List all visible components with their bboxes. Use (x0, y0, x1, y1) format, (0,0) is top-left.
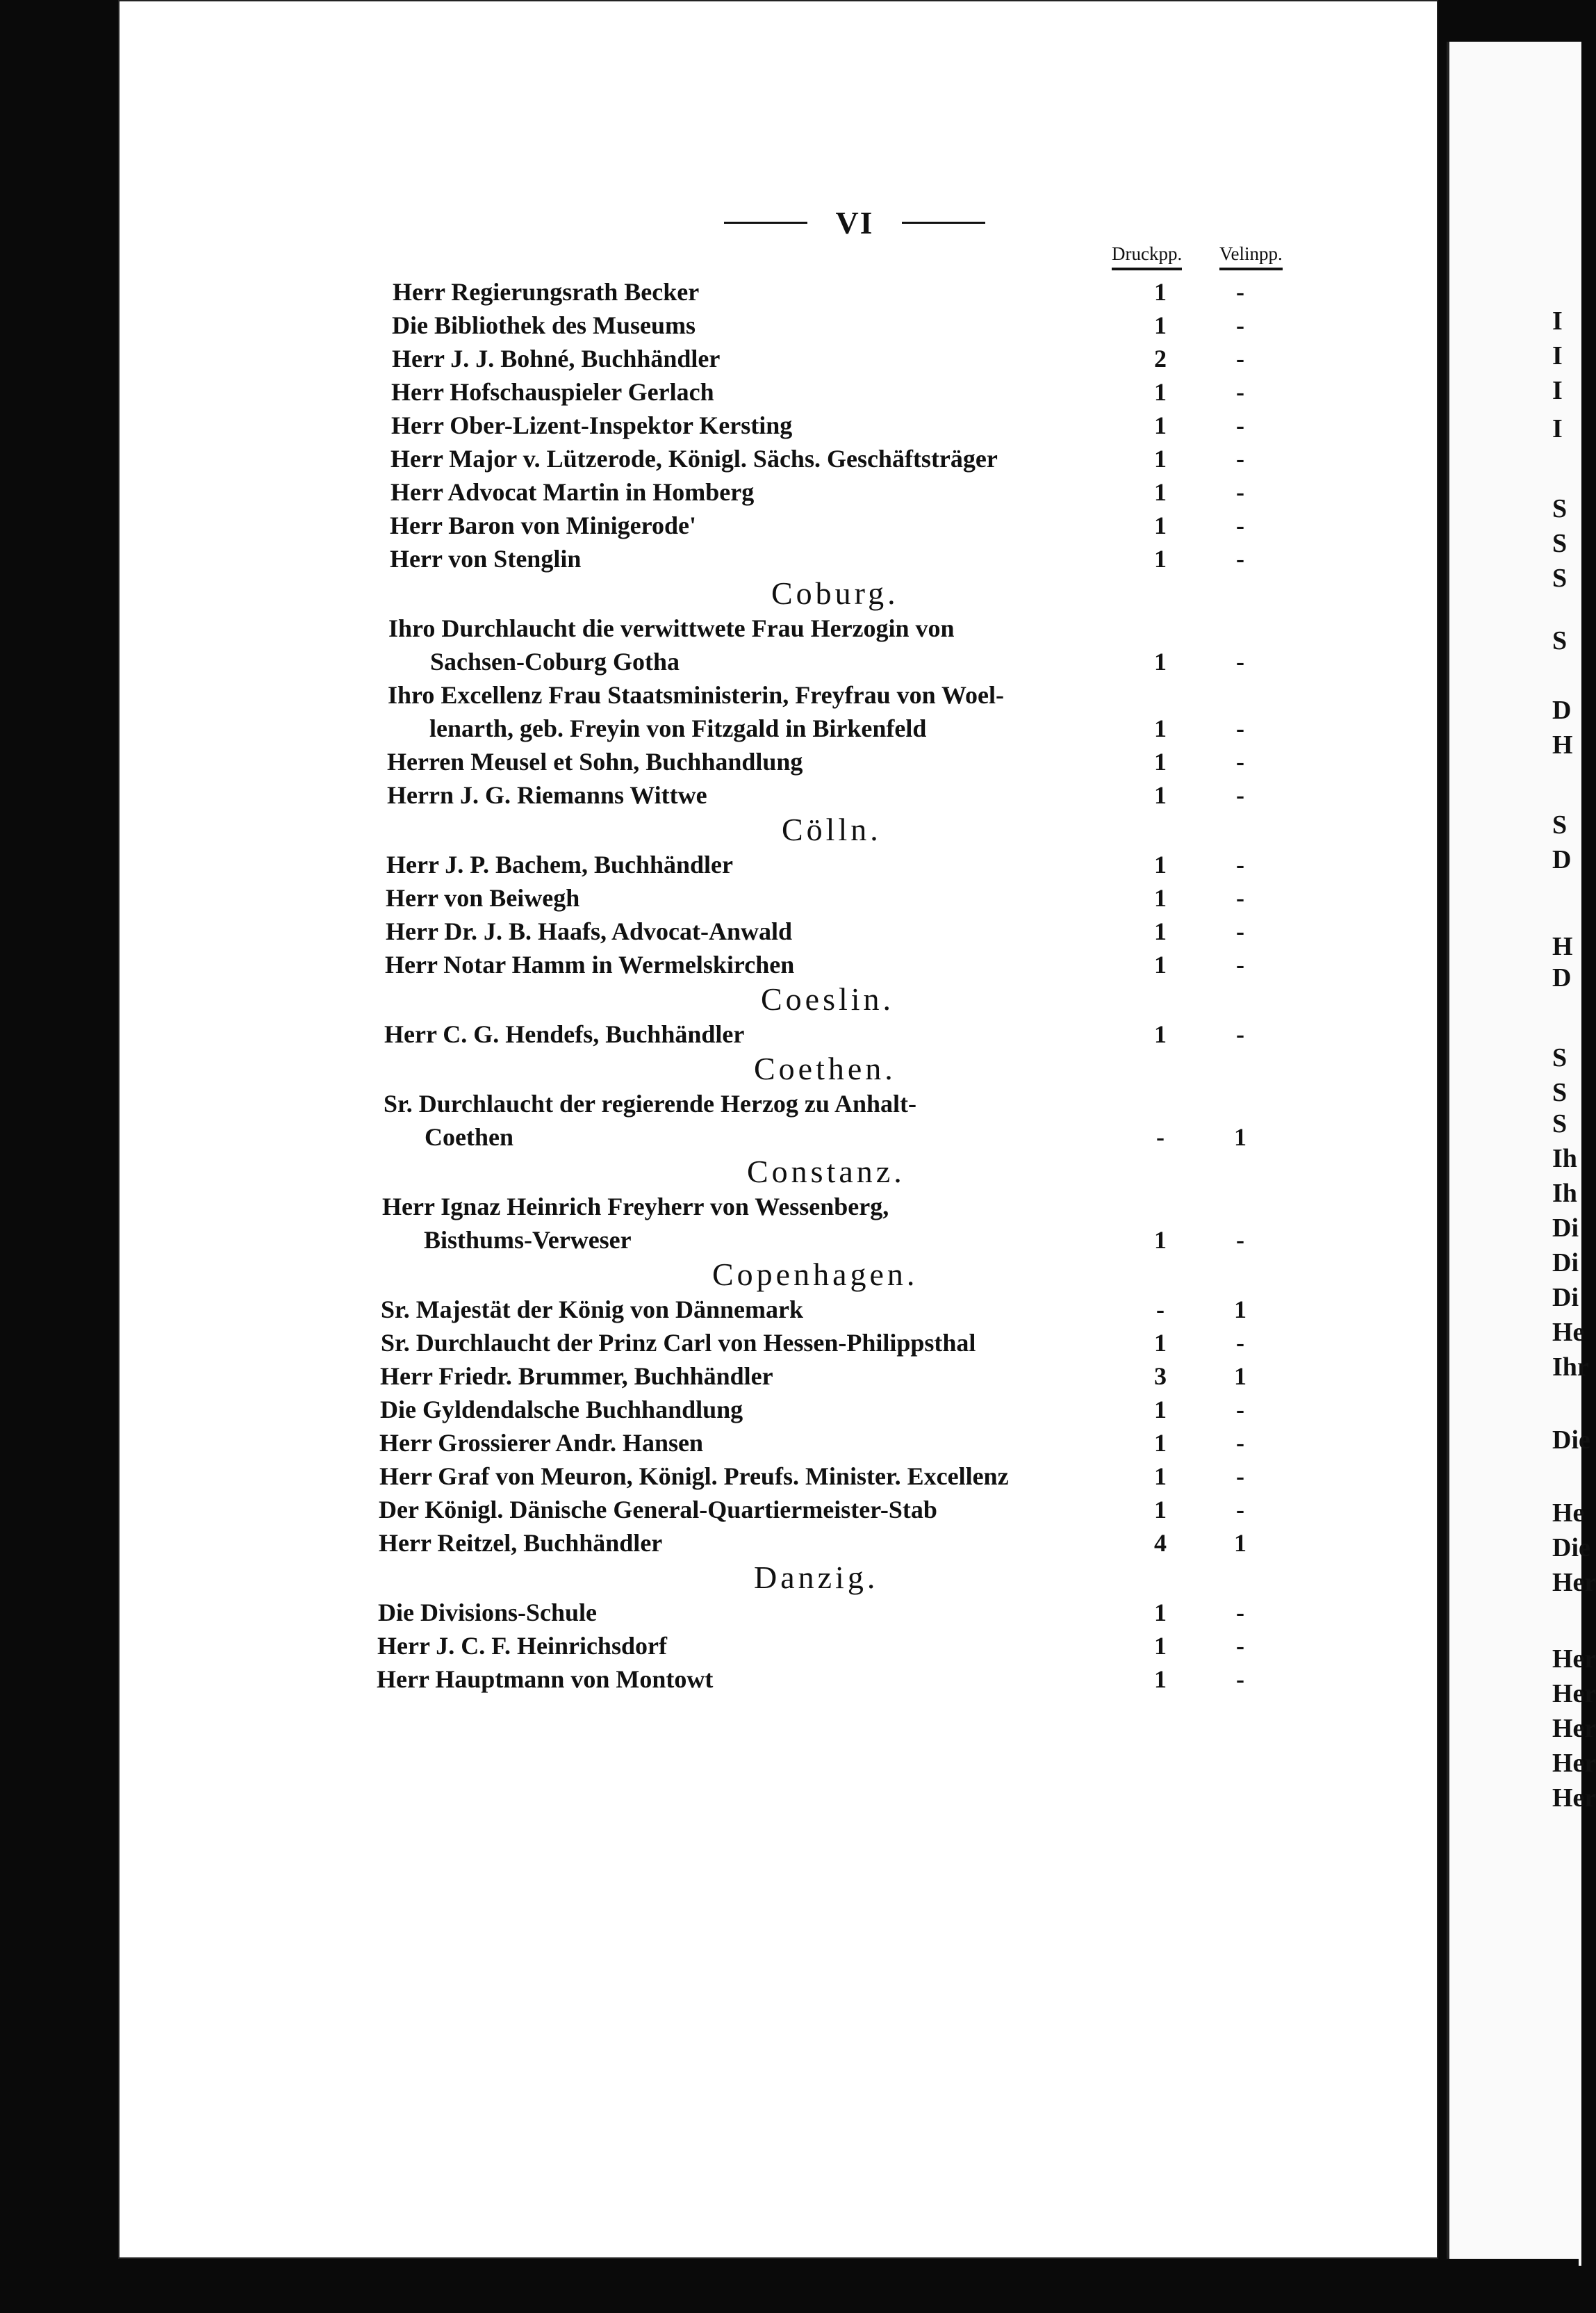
subscriber-name: Herren Meusel et Sohn, Buchhandlung (387, 748, 803, 776)
header-rule-left (724, 222, 807, 224)
subscriber-name: Herr Friedr. Brummer, Buchhändler (380, 1362, 773, 1390)
subscriber-row (0, 915, 1579, 948)
city-heading (0, 1257, 1579, 1293)
velin-count: - (1236, 1496, 1244, 1523)
druck-count: - (1156, 1296, 1165, 1323)
velin-count: - (1236, 917, 1244, 945)
druck-count: 1 (1154, 884, 1167, 912)
subscriber-name: Herr Notar Hamm in Wermelskirchen (385, 951, 795, 979)
druck-count: 1 (1154, 851, 1167, 878)
velin-count: - (1236, 951, 1244, 979)
subscriber-row (0, 375, 1579, 409)
facing-page-fragment: Her (1552, 1714, 1596, 1743)
subscriber-row (0, 1190, 1579, 1223)
facing-page-fragment: Die (1552, 1425, 1590, 1455)
velin-count: - (1236, 1599, 1244, 1626)
city-heading (0, 812, 1579, 848)
druck-count: 1 (1154, 278, 1167, 306)
subscriber-name: Herr J. J. Bohné, Buchhändler (392, 345, 721, 373)
velin-count: 1 (1234, 1362, 1247, 1390)
velin-count: - (1236, 1462, 1244, 1490)
velin-count: - (1236, 714, 1244, 742)
velin-count: - (1236, 411, 1244, 439)
velin-count: 1 (1234, 1529, 1247, 1557)
facing-page-fragment: I (1552, 341, 1563, 370)
subscriber-row (0, 1120, 1579, 1154)
facing-page-fragment: Her (1552, 1783, 1596, 1813)
facing-page-fragment: D (1552, 696, 1572, 725)
subscriber-name: Die Divisions-Schule (378, 1599, 598, 1626)
facing-page-fragment: H (1552, 730, 1573, 760)
facing-page-fragment: Die (1552, 1533, 1590, 1562)
subscriber-row (0, 1596, 1579, 1629)
facing-page-fragment: S (1552, 494, 1568, 523)
column-headers (1112, 243, 1320, 278)
subscriber-row (0, 1017, 1579, 1051)
facing-page-fragment: Di (1552, 1213, 1579, 1243)
velin-count: - (1236, 1329, 1244, 1357)
facing-page-fragment: Di (1552, 1248, 1579, 1277)
facing-page-fragment: Ih (1552, 1144, 1577, 1173)
city-heading-text: Copenhagen. (712, 1257, 919, 1292)
facing-page-fragment: H (1552, 932, 1573, 961)
subscriber-name: Herr Dr. J. B. Haafs, Advocat-Anwald (386, 917, 792, 945)
druck-count: 3 (1154, 1362, 1167, 1390)
facing-page-fragment: S (1552, 1078, 1568, 1107)
subscriber-row (0, 342, 1579, 375)
city-heading-text: Coburg. (771, 575, 899, 611)
velin-count: - (1236, 278, 1244, 306)
druck-count: 1 (1154, 1226, 1167, 1254)
scan-border (0, 2259, 1579, 2313)
velin-count: - (1236, 648, 1244, 676)
facing-page-fragment: D (1552, 845, 1572, 874)
subscriber-name: Herr von Beiwegh (386, 884, 580, 912)
facing-page-fragment: Her (1552, 1679, 1596, 1708)
velin-count: - (1236, 884, 1244, 912)
subscriber-name: Herr Major v. Lützerode, Königl. Sächs. Geschäftsträger (390, 445, 998, 473)
city-heading (0, 1051, 1579, 1087)
velin-count: - (1236, 345, 1244, 373)
subscriber-name: Herr Ober-Lizent-Inspektor Kersting (391, 411, 793, 439)
subscriber-name: Herr Ignaz Heinrich Freyherr von Wessenberg, (382, 1193, 889, 1220)
subscriber-name: Herr Graf von Meuron, Königl. Preufs. Minister. Excellenz (379, 1462, 1009, 1490)
facing-page-fragment: I (1552, 376, 1563, 405)
subscriber-name: Bisthums-Verweser (424, 1226, 632, 1254)
subscriber-name: Sr. Durchlaucht der regierende Herzog zu Anhalt- (384, 1090, 916, 1118)
velin-count: - (1236, 512, 1244, 539)
facing-page-fragment: He (1552, 1318, 1585, 1347)
subscriber-name: Herr J. P. Bachem, Buchhändler (386, 851, 734, 878)
druck-count: 1 (1154, 311, 1167, 339)
velin-count: - (1236, 1226, 1244, 1254)
velin-count: - (1236, 851, 1244, 878)
subscriber-name: Herr Hauptmann von Montowt (377, 1665, 714, 1693)
subscriber-row (0, 1087, 1579, 1120)
facing-page-fragment: S (1552, 529, 1568, 558)
subscriber-row (0, 1526, 1579, 1560)
subscriber-name: Ihro Durchlaucht die verwittwete Frau Herzogin von (388, 614, 955, 642)
subscriber-name: Herr Hofschauspieler Gerlach (391, 378, 714, 406)
facing-page-fragment: S (1552, 626, 1568, 655)
city-heading (0, 981, 1579, 1017)
velin-count: - (1236, 1429, 1244, 1457)
druck-count: 1 (1154, 1429, 1167, 1457)
subscriber-row (0, 778, 1579, 812)
subscriber-row (0, 745, 1579, 778)
subscriber-row (0, 612, 1579, 645)
subscriber-row (0, 275, 1579, 309)
column-header-druck: Druckpp. (1112, 243, 1182, 270)
subscriber-name: Herr Reitzel, Buchhändler (379, 1529, 663, 1557)
druck-count: 1 (1154, 545, 1167, 573)
subscriber-row (0, 442, 1579, 475)
velin-count: - (1236, 478, 1244, 506)
page-header (702, 202, 1007, 243)
velin-count: - (1236, 378, 1244, 406)
subscriber-row (0, 1326, 1579, 1359)
subscriber-name: Ihro Excellenz Frau Staatsministerin, Freyfrau von Woel- (388, 681, 1004, 709)
city-heading-text: Coethen. (754, 1051, 896, 1086)
page-number: VI (835, 204, 874, 240)
velin-count: - (1236, 311, 1244, 339)
subscriber-row (0, 1293, 1579, 1326)
subscriber-row (0, 475, 1579, 509)
subscriber-name: Herr Baron von Minigerode' (390, 512, 696, 539)
velin-count: - (1236, 748, 1244, 776)
druck-count: 1 (1154, 648, 1167, 676)
druck-count: 1 (1154, 951, 1167, 979)
velin-count: 1 (1234, 1123, 1247, 1151)
header-rule-right (902, 222, 985, 224)
druck-count: 1 (1154, 1599, 1167, 1626)
subscriber-row (0, 712, 1579, 745)
subscriber-row (0, 1460, 1579, 1493)
subscriber-row (0, 1223, 1579, 1257)
facing-page-fragment: S (1552, 1043, 1568, 1072)
subscriber-name: Herr von Stenglin (390, 545, 582, 573)
druck-count: 1 (1154, 411, 1167, 439)
facing-page-fragment: S (1552, 564, 1568, 593)
druck-count: 1 (1154, 1020, 1167, 1048)
facing-page-fragment: Her (1552, 1568, 1596, 1597)
facing-page-fragment: D (1552, 963, 1572, 992)
subscriber-name: Herr Regierungsrath Becker (393, 278, 700, 306)
facing-page-fragment: He (1552, 1498, 1585, 1528)
druck-count: 1 (1154, 378, 1167, 406)
druck-count: 1 (1154, 1632, 1167, 1660)
velin-count: - (1236, 1020, 1244, 1048)
subscriber-name: Herr Grossierer Andr. Hansen (379, 1429, 704, 1457)
facing-page-fragment: S (1552, 1109, 1568, 1138)
subscriber-row (0, 509, 1579, 542)
subscriber-row (0, 1662, 1579, 1696)
column-header-velin: Velinpp. (1219, 243, 1283, 270)
subscriber-row (0, 309, 1579, 342)
subscriber-row (0, 542, 1579, 575)
city-heading-text: Coeslin. (761, 981, 895, 1017)
subscriber-row (0, 678, 1579, 712)
city-heading (0, 575, 1579, 612)
druck-count: 1 (1154, 445, 1167, 473)
druck-count: - (1156, 1123, 1165, 1151)
druck-count: 1 (1154, 1329, 1167, 1357)
subscriber-row (0, 1629, 1579, 1662)
subscriber-row (0, 409, 1579, 442)
city-heading (0, 1560, 1579, 1596)
druck-count: 1 (1154, 1396, 1167, 1423)
druck-count: 1 (1154, 1665, 1167, 1693)
subscriber-name: Die Bibliothek des Museums (392, 311, 696, 339)
velin-count: - (1236, 1396, 1244, 1423)
subscriber-row (0, 948, 1579, 981)
facing-page-fragment: I (1552, 307, 1563, 336)
facing-page-fragment: I (1552, 414, 1563, 443)
subscriber-row (0, 645, 1579, 678)
druck-count: 1 (1154, 781, 1167, 809)
subscriber-name: Coethen (425, 1123, 513, 1151)
druck-count: 1 (1154, 1462, 1167, 1490)
druck-count: 1 (1154, 1496, 1167, 1523)
velin-count: - (1236, 1632, 1244, 1660)
subscriber-row (0, 1426, 1579, 1460)
druck-count: 1 (1154, 714, 1167, 742)
city-heading-text: Cölln. (782, 812, 882, 847)
subscriber-name: Sachsen-Coburg Gotha (430, 648, 680, 676)
subscriber-row (0, 848, 1579, 881)
facing-page-fragment: Her (1552, 1644, 1596, 1674)
city-heading-text: Constanz. (747, 1154, 905, 1189)
subscriber-name: Sr. Majestät der König von Dännemark (381, 1296, 804, 1323)
druck-count: 1 (1154, 512, 1167, 539)
subscriber-row (0, 1493, 1579, 1526)
velin-count: 1 (1234, 1296, 1247, 1323)
velin-count: - (1236, 781, 1244, 809)
city-heading-text: Danzig. (754, 1560, 879, 1595)
facing-page-fragment: S (1552, 810, 1568, 840)
facing-page-fragment: Her (1552, 1749, 1596, 1778)
subscriber-name: Der Königl. Dänische General-Quartiermeister-Stab (379, 1496, 937, 1523)
velin-count: - (1236, 545, 1244, 573)
velin-count: - (1236, 1665, 1244, 1693)
facing-page-fragment: Ih (1552, 1179, 1577, 1208)
subscriber-name: Herr Advocat Martin in Homberg (390, 478, 755, 506)
subscriber-row (0, 1359, 1579, 1393)
subscriber-name: Herr J. C. F. Heinrichsdorf (377, 1632, 667, 1660)
facing-page-fragment: Ihr (1552, 1352, 1589, 1382)
druck-count: 1 (1154, 917, 1167, 945)
druck-count: 4 (1154, 1529, 1167, 1557)
subscriber-row (0, 881, 1579, 915)
subscriber-row (0, 1393, 1579, 1426)
subscriber-list (0, 275, 1579, 1696)
subscriber-name: Herr C. G. Hendefs, Buchhändler (384, 1020, 745, 1048)
subscriber-name: lenarth, geb. Freyin von Fitzgald in Birkenfeld (429, 714, 927, 742)
subscriber-name: Herrn J. G. Riemanns Wittwe (387, 781, 707, 809)
druck-count: 1 (1154, 748, 1167, 776)
subscriber-name: Die Gyldendalsche Buchhandlung (380, 1396, 743, 1423)
druck-count: 2 (1154, 345, 1167, 373)
facing-page-fragment: Di (1552, 1283, 1579, 1312)
subscriber-name: Sr. Durchlaucht der Prinz Carl von Hessen-Philippsthal (381, 1329, 976, 1357)
druck-count: 1 (1154, 478, 1167, 506)
city-heading (0, 1154, 1579, 1190)
velin-count: - (1236, 445, 1244, 473)
